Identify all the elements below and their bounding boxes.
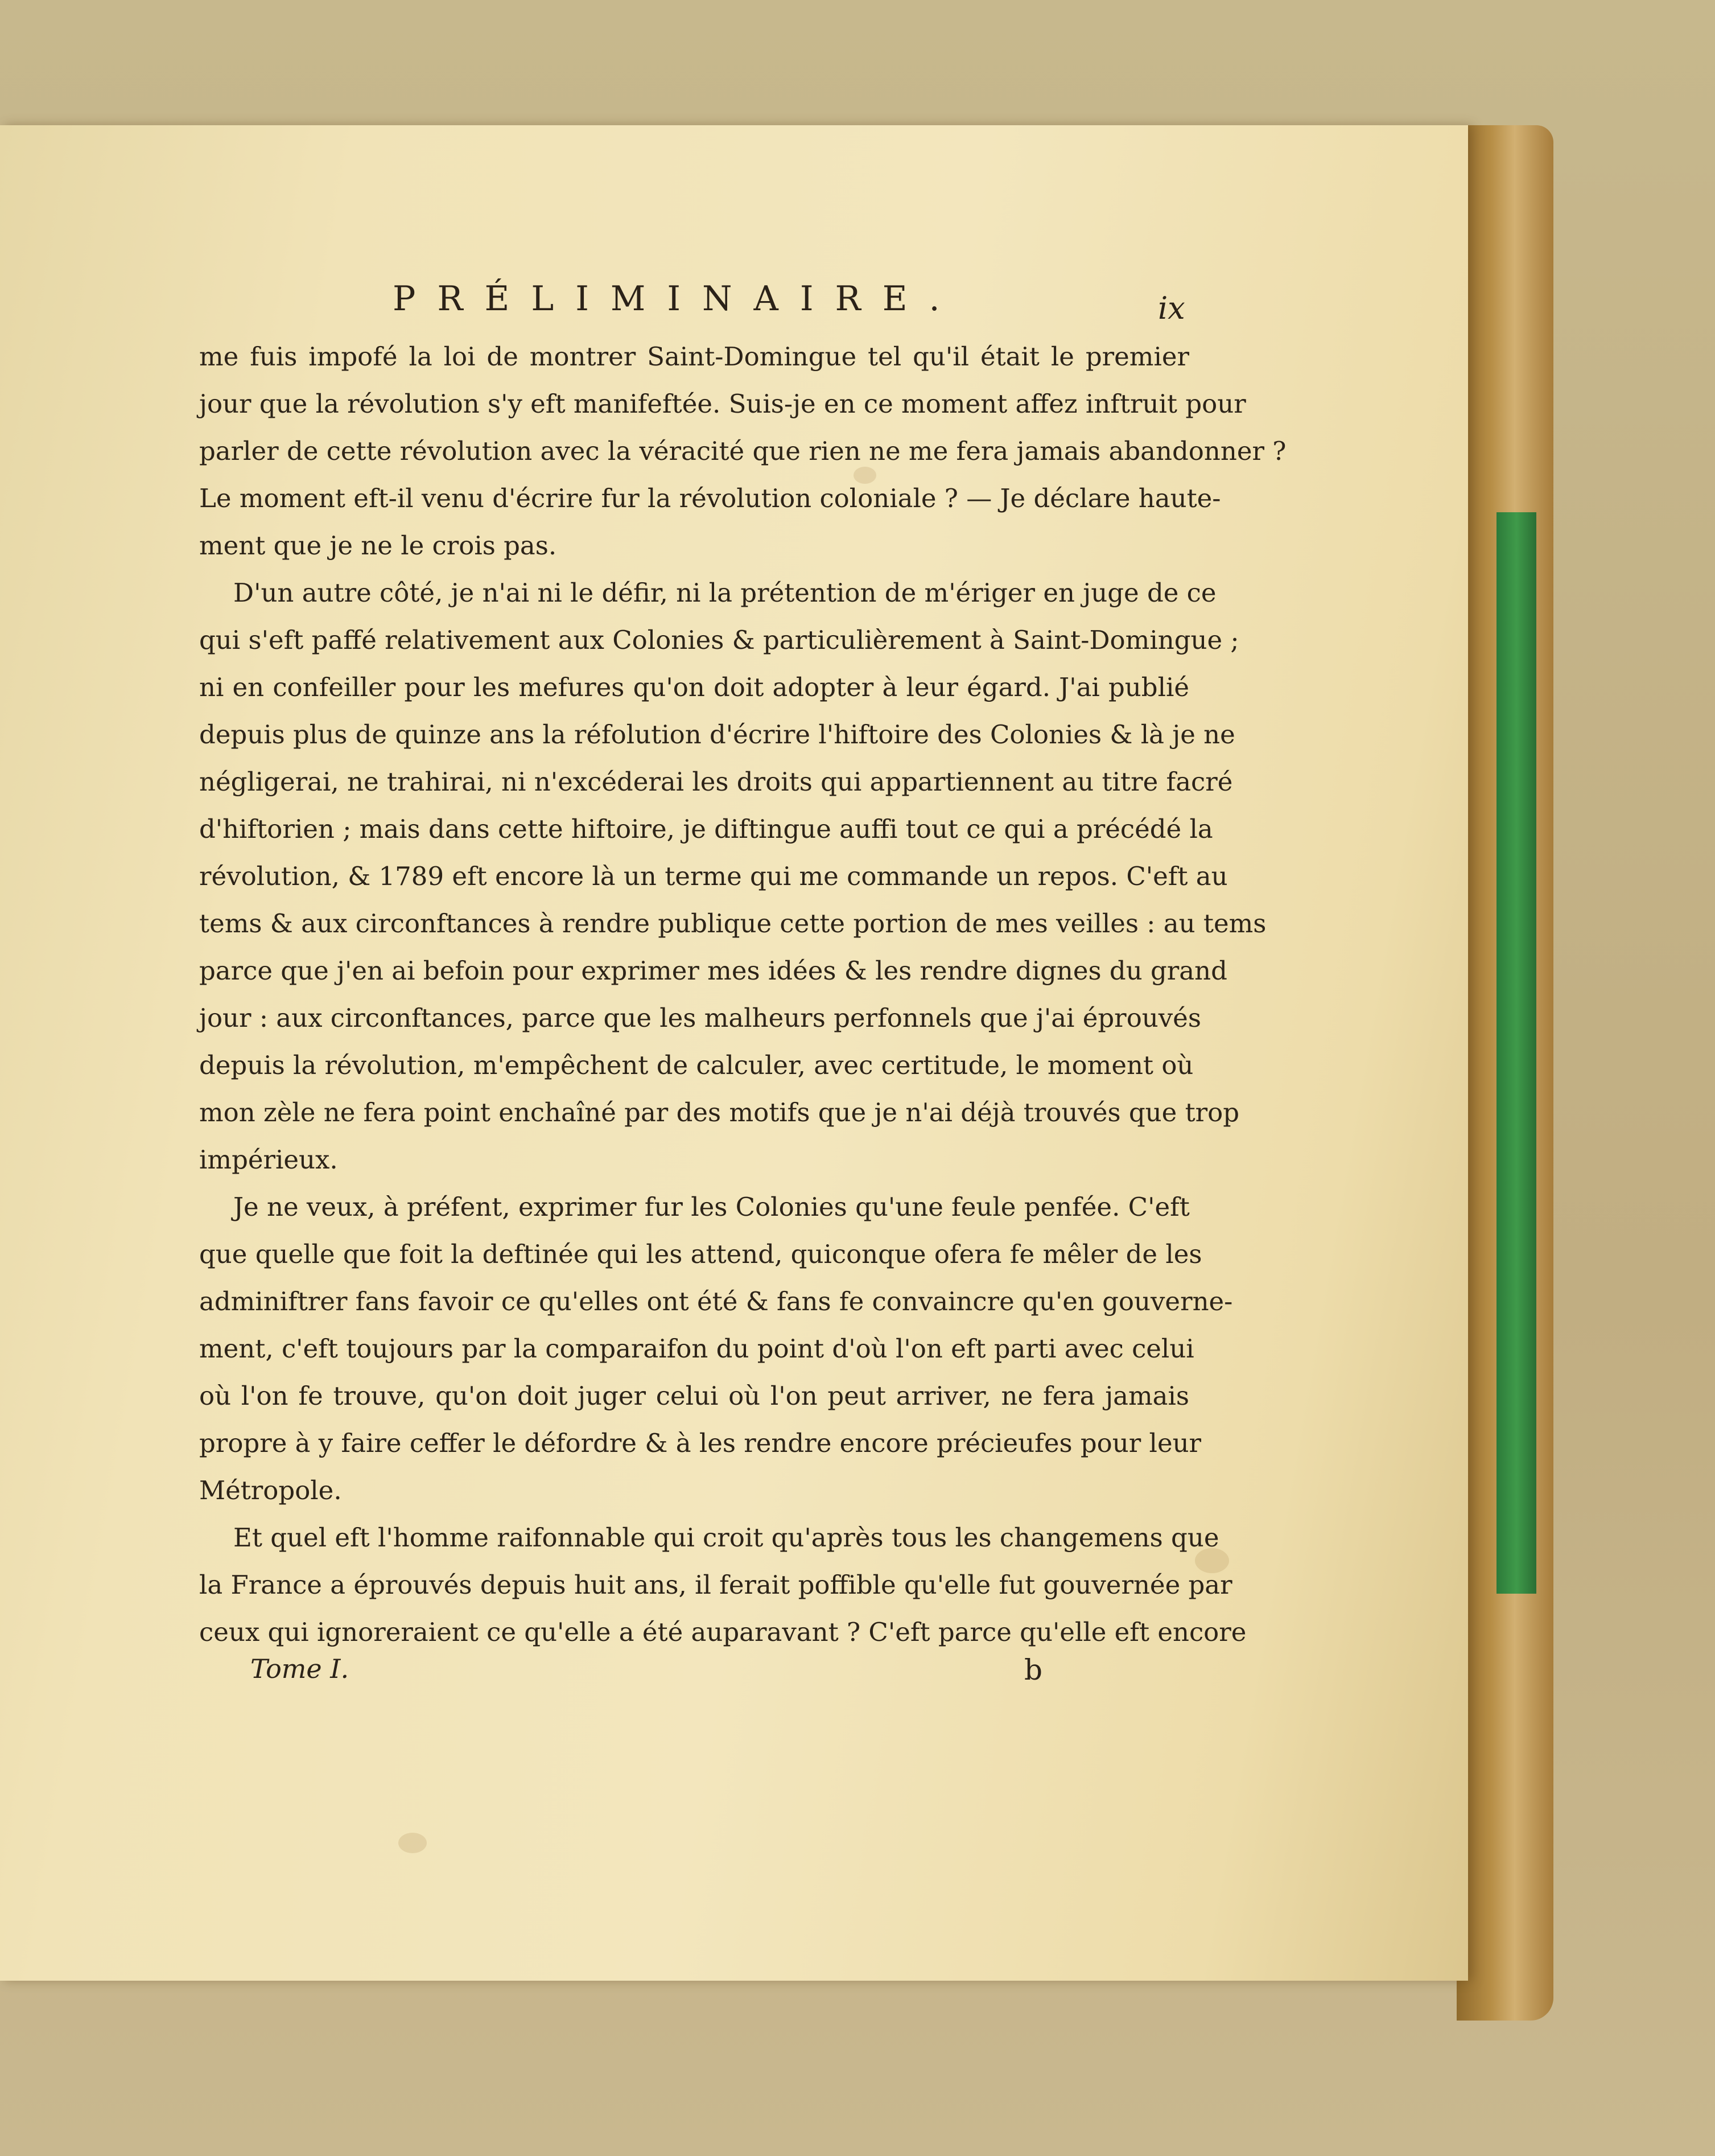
text-line: depuis la révolution, m'empêchent de calculer, avec certitude, le moment où — [199, 1050, 1194, 1080]
gathering-mark: b — [1024, 1653, 1043, 1686]
text-line: jour que la révolution s'y eft manifeftée. Suis-je en ce moment affez inftruit pour — [199, 389, 1246, 419]
green-binding-strip — [1496, 512, 1536, 1594]
text-line: D'un autre côté, je n'ai ni le défir, ni la prétention de m'ériger en juge de ce — [233, 578, 1217, 608]
text-line: que quelle que foit la deftinée qui les attend, quiconque ofera fe mêler de les — [199, 1239, 1202, 1269]
text-line: Métropole. — [199, 1475, 342, 1505]
text-line: Je ne veux, à préfent, exprimer fur les Colonies qu'une feule penfée. C'eft — [233, 1192, 1190, 1222]
text-line: me fuis impofé la loi de montrer Saint-Domingue tel qu'il était le premier — [199, 341, 1189, 372]
text-line: mon zèle ne fera point enchaîné par des motifs que je n'ai déjà trouvés que trop — [199, 1097, 1240, 1128]
paragraph — [199, 569, 1267, 1183]
running-head: PRÉLIMINAIRE. — [393, 279, 962, 319]
body-text — [199, 333, 1287, 1656]
text-line: propre à y faire ceffer le défordre & à les rendre encore précieufes pour leur — [199, 1428, 1202, 1458]
paragraph — [199, 1183, 1233, 1514]
paragraph — [199, 1514, 1247, 1656]
paragraph — [199, 333, 1287, 569]
text-line: jour : aux circonftances, parce que les malheurs perfonnels que j'ai éprouvés — [199, 1003, 1201, 1033]
text-line: impérieux. — [199, 1145, 338, 1175]
text-line: révolution, & 1789 eft encore là un terme qui me commande un repos. C'eft au — [199, 861, 1228, 891]
text-line: ni en confeiller pour les mefures qu'on doit adopter à leur égard. J'ai publié — [199, 672, 1189, 702]
text-line: d'hiftorien ; mais dans cette hiftoire, je diftingue auffi tout ce qui a précédé la — [199, 814, 1213, 844]
text-line: ment que je ne le crois pas. — [199, 530, 557, 561]
text-line: adminiftrer fans favoir ce qu'elles ont été & fans fe convaincre qu'en gouverne- — [199, 1286, 1233, 1316]
text-line: la France a éprouvés depuis huit ans, il ferait poffible qu'elle fut gouvernée par — [199, 1570, 1232, 1600]
text-line: Et quel eft l'homme raifonnable qui croit qu'après tous les changemens que — [233, 1523, 1219, 1553]
volume-signature: Tome I. — [250, 1653, 349, 1684]
text-line: parler de cette révolution avec la véracité que rien ne me fera jamais abandonner ? — [199, 436, 1287, 466]
text-line: ment, c'eft toujours par la comparaifon du point d'où l'on eft parti avec celui — [199, 1334, 1194, 1364]
text-line: ceux qui ignoreraient ce qu'elle a été auparavant ? C'eft parce qu'elle eft encore — [199, 1617, 1247, 1647]
page-number: ix — [1158, 290, 1185, 326]
text-line: qui s'eft paffé relativement aux Colonies & particulièrement à Saint-Domingue ; — [199, 625, 1239, 655]
foxing-spot — [398, 1833, 427, 1853]
text-line: depuis plus de quinze ans la réfolution d'écrire l'hiftoire des Colonies & là je ne — [199, 719, 1235, 750]
text-line: tems & aux circonftances à rendre publique cette portion de mes veilles : au tems — [199, 908, 1267, 939]
text-line: où l'on fe trouve, qu'on doit juger celui où l'on peut arriver, ne fera jamais — [199, 1381, 1189, 1411]
text-line: Le moment eft-il venu d'écrire fur la révolution coloniale ? — Je déclare haute- — [199, 483, 1221, 513]
text-line: négligerai, ne trahirai, ni n'excéderai les droits qui appartiennent au titre facré — [199, 767, 1233, 797]
text-line: parce que j'en ai befoin pour exprimer mes idées & les rendre dignes du grand — [199, 956, 1227, 986]
